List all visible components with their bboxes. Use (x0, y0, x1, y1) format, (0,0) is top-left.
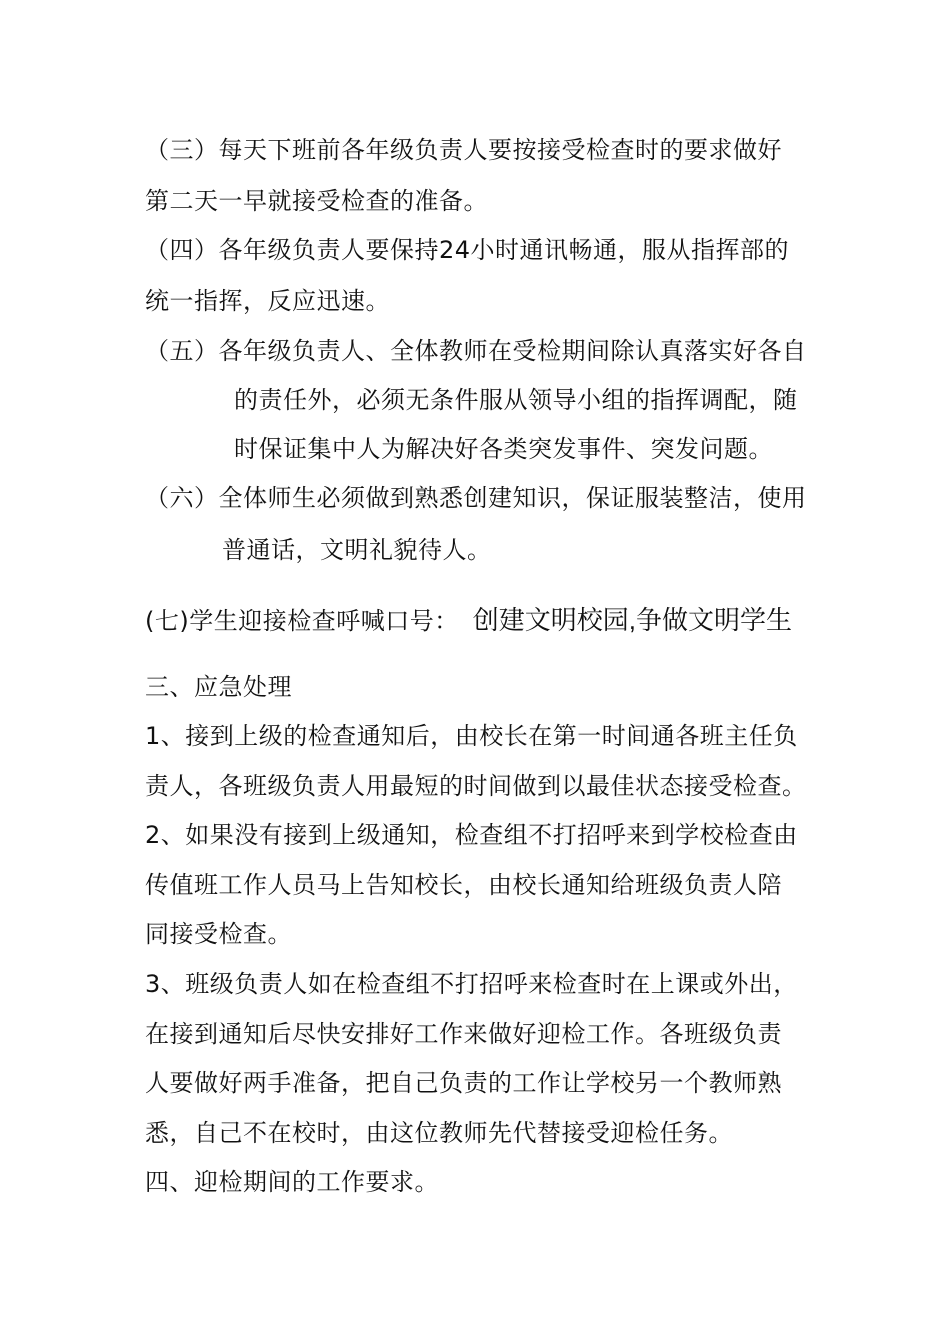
paragraph-three-line2: 第二天一早就接受检查的准备。 (145, 187, 488, 215)
slogan-label: (七)学生迎接检查呼喊口号： (145, 607, 459, 635)
emergency-item2-line2: 传值班工作人员马上告知校长，由校长通知给班级负责人陪 (145, 871, 782, 899)
paragraph-six-line1: （六）全体师生必须做到熟悉创建知识，保证服装整洁，使用 (145, 484, 807, 512)
emergency-item3-line3: 人要做好两手准备，把自己负责的工作让学校另一个教师熟 (145, 1069, 782, 1097)
paragraph-five-line2: 的责任外，必须无条件服从领导小组的指挥调配，随 (234, 386, 798, 414)
slogan-text: 创建文明校园,争做文明学生 (472, 605, 792, 635)
emergency-item3-line4: 悉，自己不在校时，由这位教师先代替接受迎检任务。 (145, 1119, 733, 1147)
emergency-item1-line2: 责人，各班级负责人用最短的时间做到以最佳状态接受检查。 (145, 772, 807, 800)
emergency-item2-line3: 同接受检查。 (145, 920, 292, 948)
emergency-item2-line1: 2、如果没有接到上级通知，检查组不打招呼来到学校检查由 (145, 821, 798, 849)
paragraph-four-line1: （四）各年级负责人要保持24小时通讯畅通，服从指挥部的 (145, 236, 790, 264)
emergency-item3-line1: 3、班级负责人如在检查组不打招呼来检查时在上课或外出， (145, 970, 798, 998)
emergency-item3-line2: 在接到通知后尽快安排好工作来做好迎检工作。各班级负责 (145, 1020, 782, 1048)
paragraph-six-line2: 普通话，文明礼貌待人。 (222, 536, 492, 564)
paragraph-four-line2: 统一指挥，反应迅速。 (145, 287, 390, 315)
paragraph-five-line1: （五）各年级负责人、全体教师在受检期间除认真落实好各自 (145, 337, 807, 365)
paragraph-three-line1: （三）每天下班前各年级负责人要按接受检查时的要求做好 (145, 136, 782, 164)
emergency-item1-line1: 1、接到上级的检查通知后，由校长在第一时间通各班主任负 (145, 722, 798, 750)
paragraph-five-line3: 时保证集中人为解决好各类突发事件、突发问题。 (234, 435, 773, 463)
section-four-heading: 四、迎检期间的工作要求。 (145, 1168, 439, 1196)
slogan-row (145, 604, 792, 637)
section-three-heading: 三、应急处理 (145, 673, 292, 701)
